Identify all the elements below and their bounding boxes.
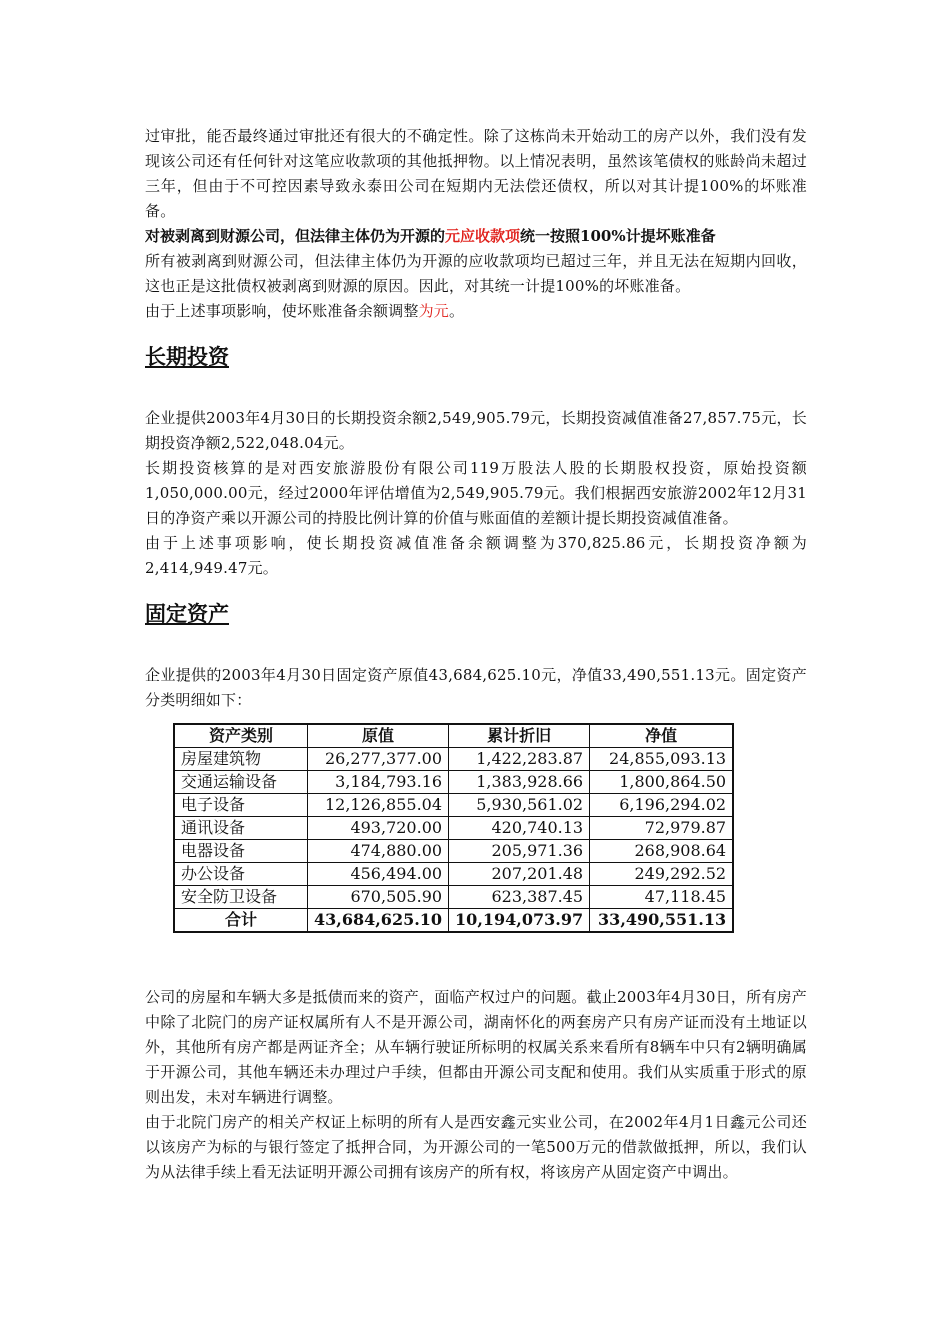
bold-heading-red-text: 元应收款项: [445, 227, 521, 245]
header-original-value: 原值: [308, 724, 449, 748]
cell-net-value: 72,979.87: [590, 817, 734, 840]
cell-depreciation: 5,930,561.02: [449, 794, 590, 817]
document-content: [145, 124, 807, 1185]
cell-original-value: 26,277,377.00: [308, 748, 449, 771]
cell-net-value: 47,118.45: [590, 886, 734, 909]
cell-category: 办公设备: [174, 863, 308, 886]
cell-original-value: 670,505.90: [308, 886, 449, 909]
cell-depreciation: 205,971.36: [449, 840, 590, 863]
header-net-value: 净值: [590, 724, 734, 748]
ltinv-paragraph-3: 由于上述事项影响，使长期投资减值准备余额调整为370,825.86元，长期投资净额为2,414,949.47元。: [145, 534, 807, 577]
fixed-assets-paragraph-2: 公司的房屋和车辆大多是抵债而来的资产，面临产权过户的问题。截止2003年4月30日，所有房产中除了北院门的房产证权属所有人不是开源公司，湖南怀化的两套房产只有房产证而没有土地证以外，其他所有房产都是两证齐全；从车辆行驶证所标明的权属关系来看所有8辆车中只有2辆明确属于开源公司，其他车辆还未办理过户手续，但都由开源公司支配和使用。我们从实质重于形式的原则出发，未对车辆进行调整。: [145, 988, 807, 1106]
cell-original-value: 12,126,855.04: [308, 794, 449, 817]
table-row: [174, 794, 733, 817]
ltinv-paragraph-2: 长期投资核算的是对西安旅游股份有限公司119万股法人股的长期股权投资，原始投资额1,050,000.00元，经过2000年评估增值为2,549,905.79元。我们根据西安旅游2002年12月31日的净资产乘以开源公司的持股比例计算的价值与账面值的差额计提长期投资减值准备。: [145, 459, 807, 527]
table-row: [174, 886, 733, 909]
total-net-value: 33,490,551.13: [590, 909, 734, 933]
cell-original-value: 474,880.00: [308, 840, 449, 863]
table-row: [174, 748, 733, 771]
cell-category: 房屋建筑物: [174, 748, 308, 771]
cell-original-value: 456,494.00: [308, 863, 449, 886]
receivables-paragraph-2: 所有被剥离到财源公司，但法律主体仍为开源的应收款项均已超过三年，并且无法在短期内回收，这也正是这批债权被剥离到财源的原因。因此，对其统一计提100%的坏账准备。: [145, 252, 807, 295]
para3-part2: 。: [449, 302, 465, 320]
header-accumulated-depreciation: 累计折旧: [449, 724, 590, 748]
cell-original-value: 493,720.00: [308, 817, 449, 840]
fixed-assets-heading: 固定资产: [145, 601, 229, 626]
fixed-assets-table: [173, 723, 734, 933]
header-category: 资产类别: [174, 724, 308, 748]
total-original-value: 43,684,625.10: [308, 909, 449, 933]
fixed-assets-paragraph-1: 企业提供的2003年4月30日固定资产原值43,684,625.10元，净值33,490,551.13元。固定资产分类明细如下：: [145, 666, 807, 709]
para3-red-text: 为元: [418, 302, 450, 320]
cell-net-value: 1,800,864.50: [590, 771, 734, 794]
table-row: [174, 840, 733, 863]
receivables-paragraph-3: [145, 299, 807, 324]
cell-depreciation: 207,201.48: [449, 863, 590, 886]
bold-heading-part1: 对被剥离到财源公司，但法律主体仍为开源的: [145, 227, 446, 245]
table-total-row: [174, 909, 733, 933]
cell-depreciation: 1,383,928.66: [449, 771, 590, 794]
table-row: [174, 863, 733, 886]
ltinv-paragraph-1: 企业提供2003年4月30日的长期投资余额2,549,905.79元，长期投资减值准备27,857.75元，长期投资净额2,522,048.04元。: [145, 409, 807, 452]
cell-depreciation: 1,422,283.87: [449, 748, 590, 771]
long-term-investment-heading: 长期投资: [145, 344, 229, 369]
para3-part1: 由于上述事项影响，使坏账准备余额调整: [145, 302, 419, 320]
cell-depreciation: 623,387.45: [449, 886, 590, 909]
cell-category: 电器设备: [174, 840, 308, 863]
receivables-paragraph-1: 过审批，能否最终通过审批还有很大的不确定性。除了这栋尚未开始动工的房产以外，我们没有发现该公司还有任何针对这笔应收款项的其他抵押物。以上情况表明，虽然该笔债权的账龄尚未超过三年，但由于不可控因素导致永泰田公司在短期内无法偿还债权，所以对其计提100%的坏账准备。: [145, 127, 807, 220]
cell-net-value: 24,855,093.13: [590, 748, 734, 771]
cell-category: 安全防卫设备: [174, 886, 308, 909]
fixed-assets-paragraph-3: 由于北院门房产的相关产权证上标明的所有人是西安鑫元实业公司，在2002年4月1日鑫元公司还以该房产为标的与银行签定了抵押合同，为开源公司的一笔500万元的借款做抵押，所以，我们认为从法律手续上看无法证明开源公司拥有该房产的所有权，将该房产从固定资产中调出。: [145, 1113, 807, 1181]
cell-category: 交通运输设备: [174, 771, 308, 794]
cell-net-value: 249,292.52: [590, 863, 734, 886]
table-row: [174, 771, 733, 794]
table-row: [174, 817, 733, 840]
total-label: 合计: [174, 909, 308, 933]
cell-original-value: 3,184,793.16: [308, 771, 449, 794]
receivables-bold-heading: [145, 224, 807, 249]
total-depreciation: 10,194,073.97: [449, 909, 590, 933]
cell-net-value: 268,908.64: [590, 840, 734, 863]
cell-category: 通讯设备: [174, 817, 308, 840]
table-header-row: [174, 724, 733, 748]
cell-depreciation: 420,740.13: [449, 817, 590, 840]
cell-category: 电子设备: [174, 794, 308, 817]
cell-net-value: 6,196,294.02: [590, 794, 734, 817]
bold-heading-part2: 统一按照100%计提坏账准备: [520, 227, 716, 245]
